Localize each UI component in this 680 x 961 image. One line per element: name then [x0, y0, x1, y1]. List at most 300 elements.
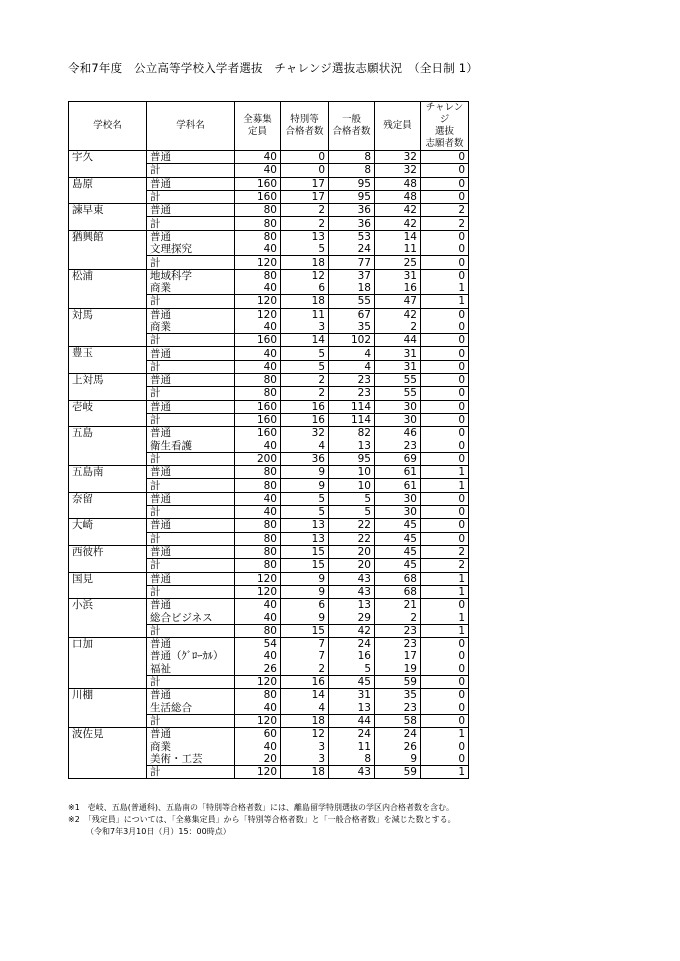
department-name: 普通	[147, 427, 235, 440]
cell-general-admitted: 13	[329, 599, 375, 612]
cell-general-admitted: 67	[329, 308, 375, 321]
cell-remaining: 35	[375, 689, 421, 702]
header-capacity: 全募集 定員	[235, 102, 281, 151]
cell-general-admitted: 102	[329, 334, 375, 347]
cell-remaining: 23	[375, 440, 421, 453]
cell-challenge-applicants: 0	[421, 440, 469, 453]
school-name: 小浜	[69, 599, 147, 638]
cell-general-admitted: 43	[329, 572, 375, 585]
table-row	[69, 151, 469, 164]
header-general-admitted: 一般 合格者数	[329, 102, 375, 151]
cell-challenge-applicants: 0	[421, 230, 469, 243]
cell-capacity: 120	[235, 675, 281, 688]
cell-general-admitted: 18	[329, 282, 375, 295]
cell-remaining: 30	[375, 506, 421, 519]
cell-challenge-applicants: 0	[421, 740, 469, 752]
department-name: 計	[147, 334, 235, 347]
cell-special-admitted: 18	[281, 765, 329, 778]
cell-challenge-applicants: 1	[421, 624, 469, 637]
cell-remaining: 31	[375, 347, 421, 360]
cell-special-admitted: 2	[281, 204, 329, 217]
cell-remaining: 42	[375, 204, 421, 217]
cell-challenge-applicants: 0	[421, 321, 469, 334]
cell-special-admitted: 16	[281, 413, 329, 426]
school-name: 五島南	[69, 466, 147, 493]
cell-special-admitted: 14	[281, 689, 329, 702]
cell-general-admitted: 31	[329, 689, 375, 702]
cell-remaining: 11	[375, 243, 421, 256]
cell-general-admitted: 82	[329, 427, 375, 440]
cell-special-admitted: 12	[281, 728, 329, 741]
cell-special-admitted: 5	[281, 360, 329, 373]
cell-remaining: 21	[375, 599, 421, 612]
cell-remaining: 42	[375, 308, 421, 321]
cell-challenge-applicants: 0	[421, 243, 469, 256]
cell-capacity: 40	[235, 650, 281, 662]
cell-special-admitted: 9	[281, 572, 329, 585]
cell-special-admitted: 9	[281, 479, 329, 492]
cell-challenge-applicants: 0	[421, 714, 469, 727]
cell-challenge-applicants: 1	[421, 572, 469, 585]
table-row	[69, 519, 469, 532]
cell-challenge-applicants: 2	[421, 204, 469, 217]
department-name: 生活総合	[147, 701, 235, 714]
cell-remaining: 48	[375, 177, 421, 190]
cell-special-admitted: 0	[281, 151, 329, 164]
cell-remaining: 32	[375, 151, 421, 164]
department-name: 普通（ｸﾞﾛｰｶﾙ）	[147, 650, 235, 662]
school-name: 猶興館	[69, 230, 147, 269]
cell-general-admitted: 4	[329, 360, 375, 373]
cell-special-admitted: 13	[281, 532, 329, 545]
table-row	[69, 545, 469, 558]
department-name: 計	[147, 585, 235, 598]
applicants-table	[68, 101, 469, 779]
cell-general-admitted: 36	[329, 204, 375, 217]
cell-remaining: 68	[375, 572, 421, 585]
cell-general-admitted: 95	[329, 177, 375, 190]
cell-challenge-applicants: 0	[421, 190, 469, 203]
cell-remaining: 46	[375, 427, 421, 440]
cell-remaining: 44	[375, 334, 421, 347]
school-name: 波佐見	[69, 728, 147, 779]
cell-capacity: 40	[235, 611, 281, 624]
cell-challenge-applicants: 0	[421, 689, 469, 702]
cell-general-admitted: 5	[329, 506, 375, 519]
cell-capacity: 160	[235, 413, 281, 426]
cell-capacity: 40	[235, 740, 281, 752]
department-name: 計	[147, 387, 235, 400]
cell-special-admitted: 7	[281, 637, 329, 650]
cell-capacity: 40	[235, 492, 281, 505]
department-name: 計	[147, 765, 235, 778]
cell-challenge-applicants: 0	[421, 637, 469, 650]
cell-general-admitted: 4	[329, 347, 375, 360]
cell-challenge-applicants: 1	[421, 479, 469, 492]
cell-general-admitted: 77	[329, 256, 375, 269]
cell-general-admitted: 5	[329, 492, 375, 505]
footnotes	[68, 802, 456, 838]
school-name: 奈留	[69, 492, 147, 519]
footnote-2: ※2 「残定員」については、「全募集定員」から「特別等合格者数」と「一般合格者数」を減じた数とする。	[68, 815, 456, 824]
cell-remaining: 16	[375, 282, 421, 295]
school-name: 五島	[69, 427, 147, 466]
cell-special-admitted: 2	[281, 374, 329, 387]
school-name: 大崎	[69, 519, 147, 546]
header-challenge-applicants: チャレンジ 選抜 志願者数	[421, 102, 469, 151]
school-name: 諫早東	[69, 204, 147, 231]
table-row	[69, 427, 469, 440]
cell-challenge-applicants: 1	[421, 282, 469, 295]
table-row	[69, 204, 469, 217]
cell-challenge-applicants: 0	[421, 334, 469, 347]
header-special-admitted: 特別等 合格者数	[281, 102, 329, 151]
cell-special-admitted: 17	[281, 190, 329, 203]
cell-capacity: 80	[235, 230, 281, 243]
cell-capacity: 120	[235, 295, 281, 308]
cell-remaining: 55	[375, 387, 421, 400]
cell-general-admitted: 5	[329, 663, 375, 676]
cell-remaining: 24	[375, 728, 421, 741]
cell-challenge-applicants: 1	[421, 585, 469, 598]
table-row	[69, 637, 469, 650]
cell-remaining: 26	[375, 740, 421, 752]
cell-special-admitted: 5	[281, 347, 329, 360]
cell-capacity: 40	[235, 360, 281, 373]
cell-capacity: 54	[235, 637, 281, 650]
cell-capacity: 120	[235, 765, 281, 778]
cell-capacity: 80	[235, 204, 281, 217]
cell-special-admitted: 13	[281, 519, 329, 532]
table-row	[69, 572, 469, 585]
cell-remaining: 23	[375, 637, 421, 650]
cell-special-admitted: 0	[281, 164, 329, 177]
school-name: 壱岐	[69, 400, 147, 427]
cell-special-admitted: 6	[281, 599, 329, 612]
cell-capacity: 80	[235, 387, 281, 400]
cell-general-admitted: 8	[329, 151, 375, 164]
department-name: 福祉	[147, 663, 235, 676]
department-name: 計	[147, 559, 235, 572]
cell-capacity: 200	[235, 452, 281, 465]
cell-general-admitted: 23	[329, 374, 375, 387]
cell-general-admitted: 24	[329, 243, 375, 256]
table-row	[69, 728, 469, 741]
cell-special-admitted: 9	[281, 466, 329, 479]
cell-special-admitted: 16	[281, 675, 329, 688]
cell-challenge-applicants: 2	[421, 217, 469, 230]
cell-challenge-applicants: 0	[421, 387, 469, 400]
department-name: 計	[147, 532, 235, 545]
department-name: 普通	[147, 637, 235, 650]
cell-challenge-applicants: 1	[421, 765, 469, 778]
cell-remaining: 48	[375, 190, 421, 203]
cell-general-admitted: 13	[329, 440, 375, 453]
cell-special-admitted: 32	[281, 427, 329, 440]
cell-capacity: 80	[235, 217, 281, 230]
cell-remaining: 31	[375, 360, 421, 373]
cell-capacity: 40	[235, 701, 281, 714]
cell-special-admitted: 13	[281, 230, 329, 243]
department-name: 商業	[147, 282, 235, 295]
cell-general-admitted: 11	[329, 740, 375, 752]
cell-remaining: 25	[375, 256, 421, 269]
table-row	[69, 269, 469, 282]
cell-special-admitted: 3	[281, 321, 329, 334]
cell-general-admitted: 22	[329, 519, 375, 532]
school-name: 宇久	[69, 151, 147, 178]
cell-general-admitted: 16	[329, 650, 375, 662]
department-name: 普通	[147, 151, 235, 164]
cell-general-admitted: 95	[329, 452, 375, 465]
cell-capacity: 80	[235, 466, 281, 479]
cell-capacity: 40	[235, 347, 281, 360]
cell-capacity: 120	[235, 308, 281, 321]
cell-general-admitted: 29	[329, 611, 375, 624]
page-title: 令和7年度 公立高等学校入学者選抜 チャレンジ選抜志願状況 （全日制 1）	[68, 61, 479, 75]
cell-remaining: 9	[375, 753, 421, 766]
cell-challenge-applicants: 1	[421, 611, 469, 624]
cell-special-admitted: 18	[281, 714, 329, 727]
department-name: 普通	[147, 466, 235, 479]
cell-special-admitted: 16	[281, 400, 329, 413]
cell-special-admitted: 2	[281, 663, 329, 676]
cell-remaining: 68	[375, 585, 421, 598]
cell-capacity: 120	[235, 572, 281, 585]
cell-capacity: 120	[235, 256, 281, 269]
cell-remaining: 58	[375, 714, 421, 727]
cell-capacity: 40	[235, 151, 281, 164]
cell-capacity: 160	[235, 427, 281, 440]
cell-capacity: 160	[235, 177, 281, 190]
cell-special-admitted: 12	[281, 269, 329, 282]
cell-general-admitted: 36	[329, 217, 375, 230]
cell-special-admitted: 4	[281, 701, 329, 714]
department-name: 計	[147, 479, 235, 492]
cell-challenge-applicants: 0	[421, 519, 469, 532]
department-name: 計	[147, 360, 235, 373]
cell-challenge-applicants: 0	[421, 492, 469, 505]
department-name: 計	[147, 217, 235, 230]
school-name: 豊玉	[69, 347, 147, 374]
cell-general-admitted: 43	[329, 765, 375, 778]
cell-challenge-applicants: 0	[421, 347, 469, 360]
cell-challenge-applicants: 0	[421, 400, 469, 413]
cell-challenge-applicants: 0	[421, 650, 469, 662]
department-name: 普通	[147, 230, 235, 243]
cell-remaining: 17	[375, 650, 421, 662]
cell-general-admitted: 20	[329, 559, 375, 572]
cell-challenge-applicants: 0	[421, 256, 469, 269]
header-school: 学校名	[69, 102, 147, 151]
school-name: 西彼杵	[69, 545, 147, 572]
cell-general-admitted: 37	[329, 269, 375, 282]
department-name: 普通	[147, 308, 235, 321]
department-name: 計	[147, 714, 235, 727]
cell-capacity: 160	[235, 334, 281, 347]
cell-capacity: 80	[235, 624, 281, 637]
department-name: 普通	[147, 177, 235, 190]
cell-remaining: 45	[375, 545, 421, 558]
cell-general-admitted: 22	[329, 532, 375, 545]
cell-special-admitted: 17	[281, 177, 329, 190]
department-name: 美術・工芸	[147, 753, 235, 766]
cell-challenge-applicants: 0	[421, 164, 469, 177]
school-name: 口加	[69, 637, 147, 688]
cell-remaining: 30	[375, 492, 421, 505]
cell-challenge-applicants: 0	[421, 753, 469, 766]
cell-remaining: 14	[375, 230, 421, 243]
header-remaining: 残定員	[375, 102, 421, 151]
cell-special-admitted: 18	[281, 295, 329, 308]
table-row	[69, 308, 469, 321]
cell-capacity: 80	[235, 269, 281, 282]
cell-challenge-applicants: 0	[421, 452, 469, 465]
school-name: 国見	[69, 572, 147, 599]
department-name: 普通	[147, 400, 235, 413]
department-name: 計	[147, 413, 235, 426]
table-row	[69, 466, 469, 479]
cell-capacity: 40	[235, 282, 281, 295]
cell-capacity: 80	[235, 532, 281, 545]
cell-special-admitted: 7	[281, 650, 329, 662]
cell-remaining: 42	[375, 217, 421, 230]
department-name: 商業	[147, 321, 235, 334]
cell-remaining: 19	[375, 663, 421, 676]
cell-challenge-applicants: 0	[421, 413, 469, 426]
school-name: 川棚	[69, 689, 147, 728]
cell-general-admitted: 23	[329, 387, 375, 400]
cell-special-admitted: 6	[281, 282, 329, 295]
school-name: 上対馬	[69, 374, 147, 401]
cell-remaining: 30	[375, 413, 421, 426]
department-name: 普通	[147, 599, 235, 612]
cell-capacity: 160	[235, 190, 281, 203]
cell-challenge-applicants: 0	[421, 308, 469, 321]
department-name: 普通	[147, 689, 235, 702]
cell-special-admitted: 9	[281, 585, 329, 598]
department-name: 普通	[147, 347, 235, 360]
cell-capacity: 40	[235, 321, 281, 334]
cell-capacity: 80	[235, 479, 281, 492]
cell-general-admitted: 45	[329, 675, 375, 688]
header-row	[69, 102, 469, 151]
cell-capacity: 80	[235, 519, 281, 532]
table-row	[69, 374, 469, 387]
department-name: 普通	[147, 519, 235, 532]
cell-general-admitted: 53	[329, 230, 375, 243]
cell-general-admitted: 24	[329, 728, 375, 741]
cell-challenge-applicants: 0	[421, 374, 469, 387]
cell-challenge-applicants: 0	[421, 360, 469, 373]
cell-remaining: 59	[375, 675, 421, 688]
department-name: 普通	[147, 572, 235, 585]
cell-capacity: 40	[235, 164, 281, 177]
cell-capacity: 80	[235, 374, 281, 387]
school-name: 島原	[69, 177, 147, 204]
header-department: 学科名	[147, 102, 235, 151]
cell-remaining: 31	[375, 269, 421, 282]
timestamp: （令和7年3月10日（月）15：00時点）	[86, 827, 231, 836]
table-row	[69, 400, 469, 413]
department-name: 普通	[147, 204, 235, 217]
cell-general-admitted: 24	[329, 637, 375, 650]
cell-general-admitted: 95	[329, 190, 375, 203]
cell-special-admitted: 18	[281, 256, 329, 269]
cell-general-admitted: 42	[329, 624, 375, 637]
table-row	[69, 230, 469, 243]
cell-challenge-applicants: 0	[421, 532, 469, 545]
cell-remaining: 47	[375, 295, 421, 308]
department-name: 計	[147, 506, 235, 519]
cell-challenge-applicants: 1	[421, 728, 469, 741]
department-name: 普通	[147, 492, 235, 505]
table-row	[69, 177, 469, 190]
cell-remaining: 32	[375, 164, 421, 177]
cell-challenge-applicants: 0	[421, 177, 469, 190]
cell-special-admitted: 3	[281, 753, 329, 766]
cell-general-admitted: 8	[329, 753, 375, 766]
cell-challenge-applicants: 0	[421, 151, 469, 164]
department-name: 計	[147, 624, 235, 637]
cell-remaining: 23	[375, 701, 421, 714]
department-name: 計	[147, 164, 235, 177]
department-name: 計	[147, 675, 235, 688]
table-row	[69, 689, 469, 702]
cell-challenge-applicants: 1	[421, 295, 469, 308]
cell-capacity: 60	[235, 728, 281, 741]
cell-special-admitted: 36	[281, 452, 329, 465]
cell-capacity: 40	[235, 506, 281, 519]
department-name: 地域科学	[147, 269, 235, 282]
cell-general-admitted: 43	[329, 585, 375, 598]
department-name: 総合ビジネス	[147, 611, 235, 624]
cell-special-admitted: 11	[281, 308, 329, 321]
cell-challenge-applicants: 0	[421, 506, 469, 519]
cell-capacity: 26	[235, 663, 281, 676]
cell-special-admitted: 2	[281, 387, 329, 400]
cell-challenge-applicants: 0	[421, 269, 469, 282]
cell-remaining: 45	[375, 532, 421, 545]
cell-general-admitted: 44	[329, 714, 375, 727]
department-name: 計	[147, 256, 235, 269]
cell-special-admitted: 15	[281, 559, 329, 572]
department-name: 商業	[147, 740, 235, 752]
cell-general-admitted: 35	[329, 321, 375, 334]
school-name: 松浦	[69, 269, 147, 308]
cell-challenge-applicants: 1	[421, 466, 469, 479]
department-name: 計	[147, 295, 235, 308]
cell-remaining: 2	[375, 611, 421, 624]
department-name: 普通	[147, 374, 235, 387]
department-name: 普通	[147, 728, 235, 741]
cell-capacity: 120	[235, 585, 281, 598]
cell-special-admitted: 9	[281, 611, 329, 624]
cell-special-admitted: 2	[281, 217, 329, 230]
table-row	[69, 599, 469, 612]
cell-challenge-applicants: 0	[421, 663, 469, 676]
cell-capacity: 80	[235, 689, 281, 702]
cell-capacity: 40	[235, 599, 281, 612]
cell-special-admitted: 3	[281, 740, 329, 752]
cell-challenge-applicants: 2	[421, 545, 469, 558]
cell-capacity: 20	[235, 753, 281, 766]
cell-special-admitted: 15	[281, 624, 329, 637]
cell-remaining: 61	[375, 466, 421, 479]
cell-special-admitted: 4	[281, 440, 329, 453]
cell-remaining: 69	[375, 452, 421, 465]
cell-capacity: 40	[235, 440, 281, 453]
